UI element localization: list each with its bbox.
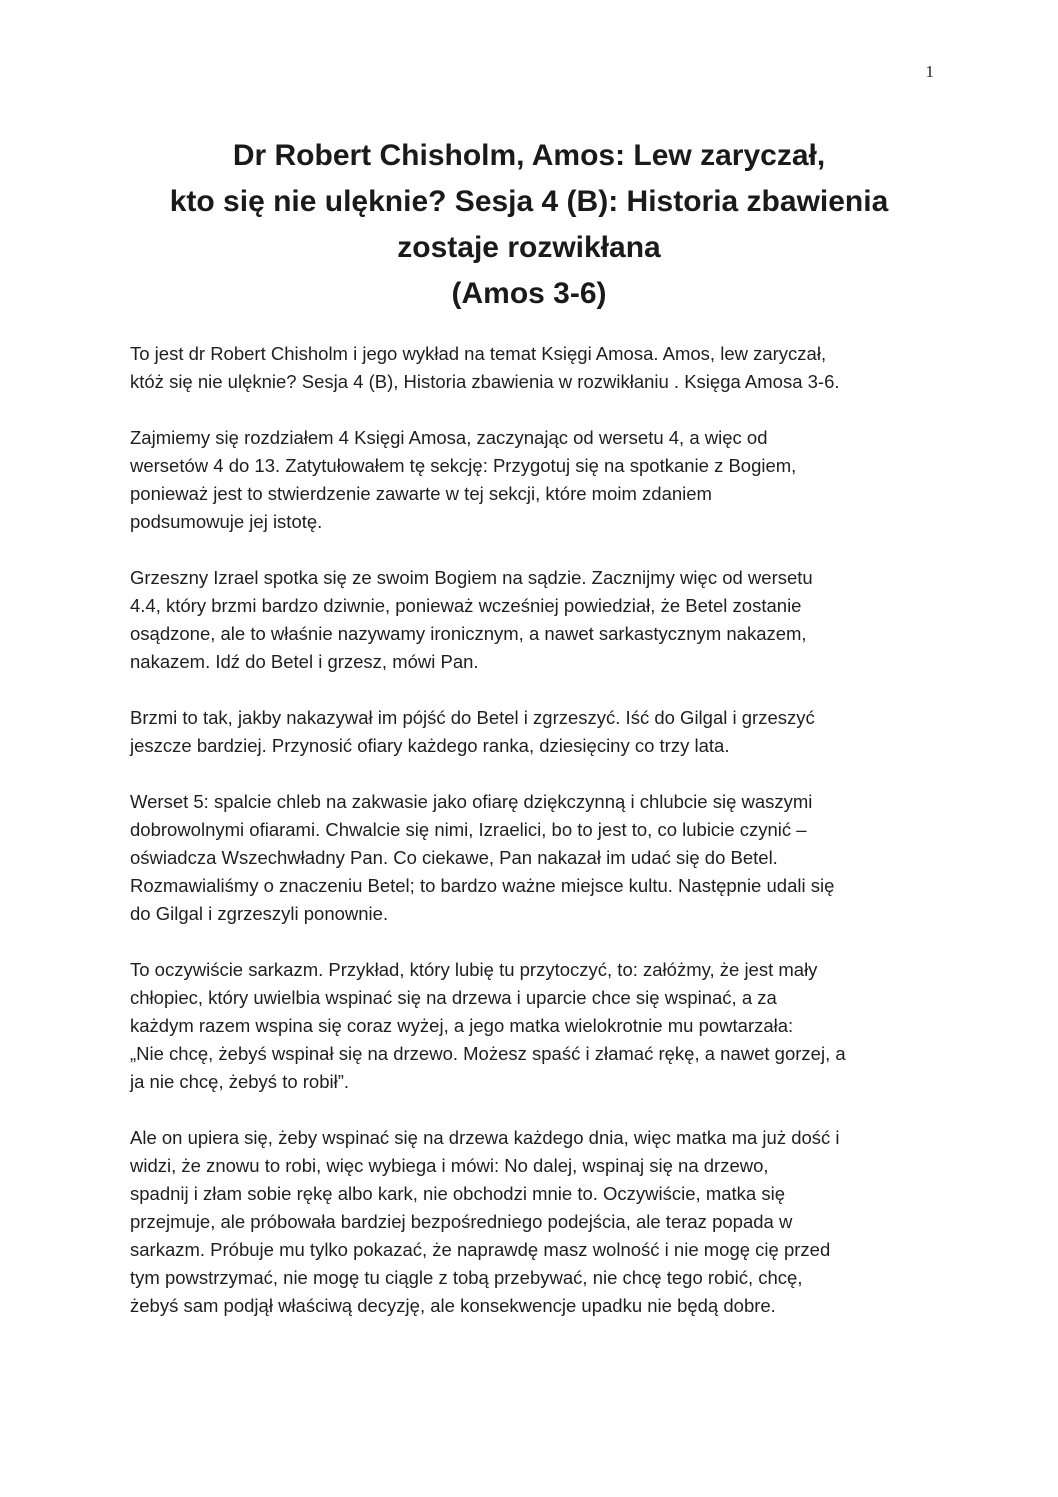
document-title: [60, 133, 998, 317]
text-line: dobrowolnymi ofiarami. Chwalcie się nimi, Izraelici, bo to jest to, co lubicie czynić –: [130, 819, 807, 840]
text-line: ponieważ jest to stwierdzenie zawarte w tej sekcji, które moim zdaniem: [130, 483, 712, 504]
text-line: Rozmawialiśmy o znaczeniu Betel; to bardzo ważne miejsce kultu. Następnie udali się: [130, 875, 835, 896]
text-line: podsumowuje jej istotę.: [130, 511, 323, 532]
text-line: oświadcza Wszechwładny Pan. Co ciekawe, Pan nakazał im udać się do Betel.: [130, 847, 778, 868]
text-line: spadnij i złam sobie rękę albo kark, nie obchodzi mnie to. Oczywiście, matka się: [130, 1183, 785, 1204]
document-body: [130, 340, 940, 1348]
text-line: Zajmiemy się rozdziałem 4 Księgi Amosa, zaczynając od wersetu 4, a więc od: [130, 427, 768, 448]
text-line: To jest dr Robert Chisholm i jego wykład na temat Księgi Amosa. Amos, lew zaryczał,: [130, 343, 827, 364]
title-line: kto się nie ulęknie? Sesja 4 (B): Historia zbawienia: [169, 185, 889, 218]
text-line: 4.4, który brzmi bardzo dziwnie, ponieważ wcześniej powiedział, że Betel zostanie: [130, 595, 802, 616]
paragraph: [130, 564, 940, 676]
text-line: ja nie chcę, żebyś to robił”.: [130, 1071, 350, 1092]
text-line: Brzmi to tak, jakby nakazywał im pójść do Betel i zgrzeszyć. Iść do Gilgal i grzeszyć: [130, 707, 815, 728]
text-line: Ale on upiera się, żeby wspinać się na drzewa każdego dnia, więc matka ma już dość i: [130, 1127, 840, 1148]
text-line: każdym razem wspina się coraz wyżej, a jego matka wielokrotnie mu powtarzała:: [130, 1015, 794, 1036]
text-line: sarkazm. Próbuje mu tylko pokazać, że naprawdę masz wolność i nie mogę cię przed: [130, 1239, 831, 1260]
text-line: przejmuje, ale próbowała bardziej bezpośredniego podejścia, ale teraz popada w: [130, 1211, 793, 1232]
paragraph: [130, 424, 940, 536]
title-line: (Amos 3-6): [451, 277, 607, 310]
text-line: do Gilgal i zgrzeszyli ponownie.: [130, 903, 389, 924]
text-line: nakazem. Idź do Betel i grzesz, mówi Pan.: [130, 651, 479, 672]
text-line: wersetów 4 do 13. Zatytułowałem tę sekcję: Przygotuj się na spotkanie z Bogiem,: [130, 455, 797, 476]
text-line: To oczywiście sarkazm. Przykład, który lubię tu przytoczyć, to: załóżmy, że jest mały: [130, 959, 818, 980]
paragraph: [130, 704, 940, 760]
paragraph: [130, 956, 940, 1096]
paragraph-intro: [130, 340, 940, 396]
text-line: Grzeszny Izrael spotka się ze swoim Bogiem na sądzie. Zacznijmy więc od wersetu: [130, 567, 813, 588]
text-line: żebyś sam podjął właściwą decyzję, ale konsekwencje upadku nie będą dobre.: [130, 1295, 776, 1316]
text-line: tym powstrzymać, nie mogę tu ciągle z tobą przebywać, nie chcę tego robić, chcę,: [130, 1267, 803, 1288]
title-line: Dr Robert Chisholm, Amos: Lew zaryczał,: [232, 139, 826, 172]
text-line: jeszcze bardziej. Przynosić ofiary każdego ranka, dziesięciny co trzy lata.: [130, 735, 730, 756]
text-line: któż się nie ulęknie? Sesja 4 (B), Historia zbawienia w rozwikłaniu . Księga Amosa 3-6.: [130, 371, 840, 392]
page-number: 1: [925, 62, 934, 81]
text-line: osądzone, ale to właśnie nazywamy ironicznym, a nawet sarkastycznym nakazem,: [130, 623, 807, 644]
text-line: chłopiec, który uwielbia wspinać się na drzewa i uparcie chce się wspinać, a za: [130, 987, 777, 1008]
title-line: zostaje rozwikłana: [397, 231, 661, 264]
text-line: „Nie chcę, żebyś wspinał się na drzewo. Możesz spaść i złamać rękę, a nawet gorzej, a: [130, 1043, 846, 1064]
paragraph: [130, 788, 940, 928]
text-line: Werset 5: spalcie chleb na zakwasie jako ofiarę dziękczynną i chlubcie się waszymi: [130, 791, 813, 812]
paragraph: [130, 1124, 940, 1320]
text-line: widzi, że znowu to robi, więc wybiega i mówi: No dalej, wspinaj się na drzewo,: [130, 1155, 769, 1176]
